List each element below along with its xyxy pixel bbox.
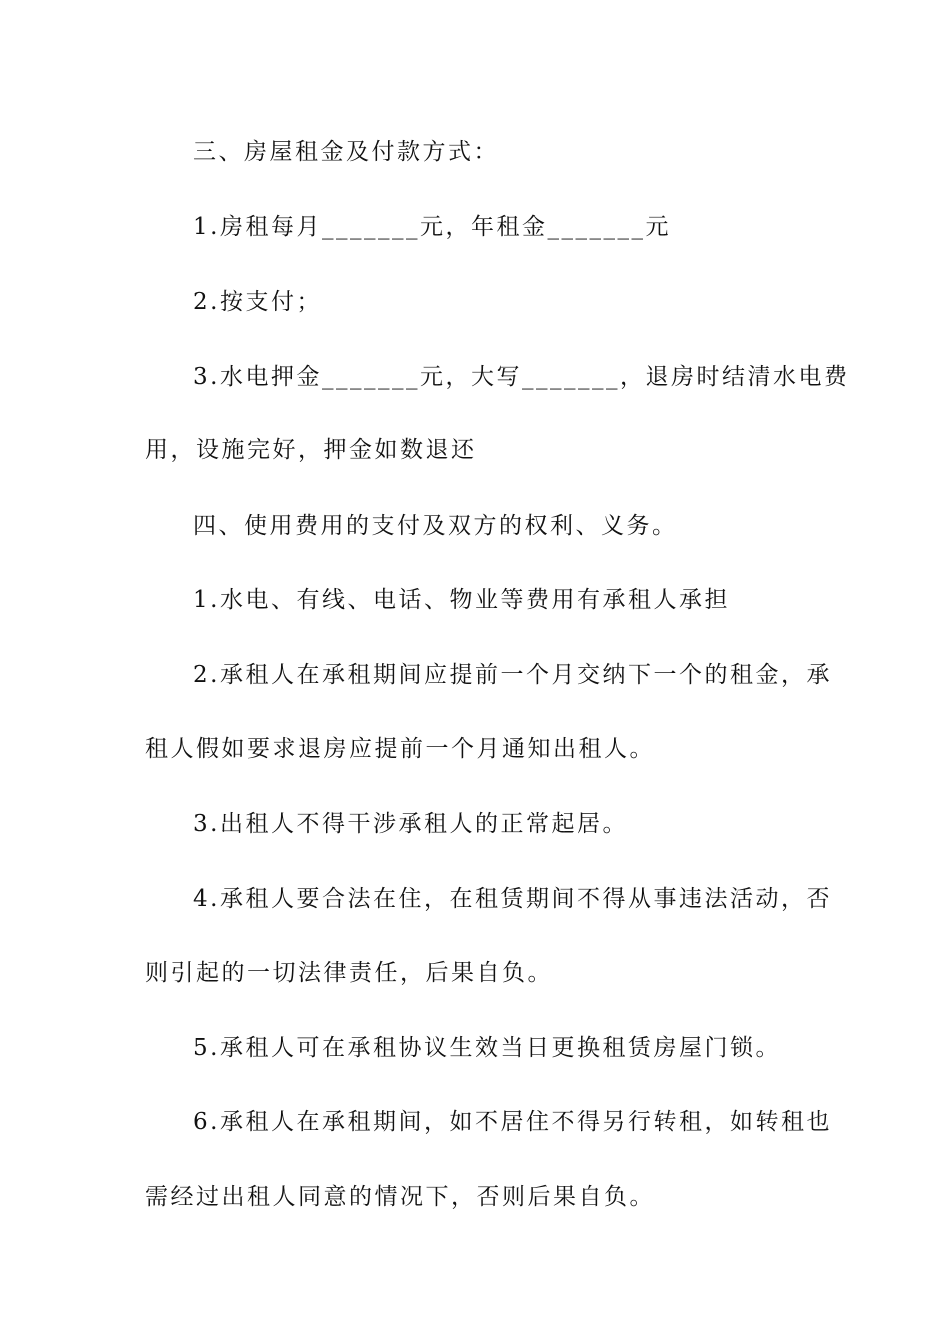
section-heading-rights: 四、使用费用的支付及双方的权利、义务。 (193, 513, 678, 539)
clause-advance-rent: 2.承租人在承租期间应提前一个月交纳下一个的租金，承 (193, 662, 832, 688)
clause-lock-change: 5.承租人可在承租协议生效当日更换租赁房屋门锁。 (193, 1035, 781, 1061)
clause-monthly-rent: 1.房租每月_______元，年租金_______元 (193, 214, 671, 240)
clause-utility-deposit-cont: 用，设施完好，押金如数退还 (145, 437, 477, 463)
clause-lawful-residence-cont: 则引起的一切法律责任，后果自负。 (145, 960, 553, 986)
clause-no-interference: 3.出租人不得干涉承租人的正常起居。 (193, 811, 628, 837)
clause-lawful-residence: 4.承租人要合法在住，在租赁期间不得从事违法活动，否 (193, 886, 832, 912)
clause-sublet-cont: 需经过出租人同意的情况下，否则后果自负。 (145, 1184, 655, 1210)
clause-fees: 1.水电、有线、电话、物业等费用有承租人承担 (193, 587, 730, 613)
clause-advance-rent-cont: 租人假如要求退房应提前一个月通知出租人。 (145, 736, 655, 762)
clause-sublet: 6.承租人在承租期间，如不居住不得另行转租，如转租也 (193, 1109, 832, 1135)
section-heading-rent: 三、房屋租金及付款方式： (193, 139, 499, 165)
clause-payment-method: 2.按支付； (193, 289, 322, 315)
clause-utility-deposit: 3.水电押金_______元，大写_______，退房时结清水电费 (193, 364, 850, 390)
